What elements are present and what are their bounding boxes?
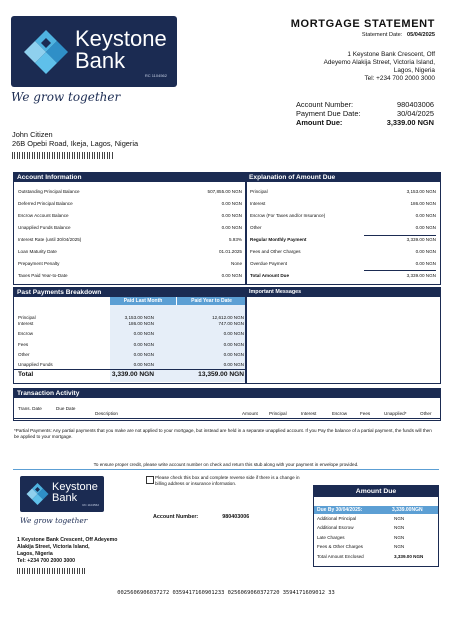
table-row: Outstanding Principal Balance 507,855.00 NGN (18, 189, 242, 194)
late-charges-field[interactable]: NGN (394, 535, 405, 540)
fees-other-field[interactable]: NGN (394, 544, 405, 549)
table-row: Principal 3,153.00 NGN (250, 189, 436, 194)
stub-tagline: We grow together (20, 516, 88, 525)
bank-logo (11, 16, 177, 87)
address-change-checkbox[interactable] (146, 476, 154, 484)
total-rule (14, 369, 246, 370)
stub-return-address: 1 Keystone Bank Crescent, Off Adeyemo Alakija Street, Victoria Island, Lagos, Nigeria Tel: +234 700 2000 3000 (17, 537, 118, 564)
fees-other-label: Fees & Other Charges (317, 544, 363, 549)
tagline: We grow together (11, 90, 121, 104)
rc-number: RC 1104562 (144, 73, 167, 78)
messages-title: Important Messages (246, 288, 440, 297)
address-change-note: Please check this box and complete reverse side if there is a change in billing address or insurance information. (155, 475, 300, 486)
account-summary: Account Number: 980403006 Payment Due Date: 30/04/2025 Amount Due: 3,339.00 NGN (296, 100, 434, 127)
table-row: Other 0.00 NGN 0.00 NGN (18, 352, 244, 357)
partial-payment-note: *Partial Payments: Any partial payments that you make are not applied to your mortgage, but instead are held in a separate unapplied account. If you Pay the balance of a partial payment, the funds will then be applied to your mortgage. (14, 428, 432, 439)
col-unapplied: Unapplied* (384, 411, 407, 416)
additional-principal-label: Additional Principal (317, 516, 357, 521)
col-paid-ytd: Paid Year to Date (177, 297, 246, 305)
col-escrow: Escrow (332, 411, 348, 416)
stub-account-number: Account Number: 980403006 (153, 514, 250, 520)
table-row: Unapplied Funds 0.00 NGN 0.00 NGN (18, 362, 244, 367)
table-row: Fees 0.00 NGN 0.00 NGN (18, 342, 244, 347)
stub-bank-logo (20, 476, 104, 512)
late-charges-label: Late Charges (317, 535, 345, 540)
col-other: Other (420, 411, 432, 416)
col-paid-last-month: Paid Last Month (110, 297, 176, 305)
table-row: Interest Rate (until 30/04/2025) 5.93% (18, 237, 242, 242)
account-info-title: Account Information (14, 173, 246, 182)
total-rule (364, 270, 436, 271)
page-title: MORTGAGE STATEMENT (290, 18, 435, 30)
bank-name: Keystone Bank (75, 26, 167, 73)
col-trans-date: Trans. Date (18, 406, 42, 411)
table-row-total: Total 3,339.00 NGN 13,359.00 NGN (18, 371, 244, 378)
account-info-panel (13, 172, 247, 285)
col-interest: Interest (301, 411, 317, 416)
subtotal-rule (364, 235, 436, 236)
total-enclosed-label: Total Amount Enclosed (317, 554, 364, 559)
stub-instruction: To ensure proper credit, please write account number on check and return this stub along with your payment in envelope provided. (93, 462, 359, 467)
table-row: Interest 186.00 NGN (250, 201, 436, 206)
bank-name: Keystone Bank (52, 481, 98, 504)
keystone-logo-icon (23, 28, 69, 74)
rc-number: RC 1104562 (82, 503, 99, 507)
table-row: Total Amount Due 3,339.00 NGN (250, 273, 436, 278)
amount-due-panel (313, 485, 439, 567)
due-by-row: Due By 30/04/2025: 3,339.00NGN (314, 506, 438, 514)
amount-due-title: Amount Due (314, 486, 438, 497)
total-enclosed-field[interactable]: 3,339.00 NGN (394, 554, 424, 559)
table-row: Deferred Principal Balance 0.00 NGN (18, 201, 242, 206)
table-row: Principal 3,153.00 NGN 12,612.00 NGN (18, 315, 244, 320)
table-row: Escrow 0.00 NGN 0.00 NGN (18, 331, 244, 336)
table-row: Prepayment Penalty None (18, 261, 242, 266)
table-row: Loan Maturity Date 01.01.2025 (18, 249, 242, 254)
col-due-date: Due Date (56, 406, 76, 411)
table-row: Fees and Other Charges 0.00 NGN (250, 249, 436, 254)
explanation-panel (245, 172, 441, 285)
keystone-logo-icon (26, 482, 49, 505)
stub-postal-barcode (17, 568, 87, 574)
statement-date: Statement Date: 05/04/2025 (361, 32, 435, 38)
micr-line: 0025606906037272 0359417160901233 0256069060372720 3594171609012 33 (117, 590, 335, 596)
additional-escrow-field[interactable]: NGN (394, 525, 405, 530)
table-row: Overdue Payment 0.00 NGN (250, 261, 436, 266)
additional-principal-field[interactable]: NGN (394, 516, 405, 521)
customer-block: John Citizen 26B Opebi Road, Ikeja, Lagos, Nigeria (12, 130, 139, 148)
transactions-panel (13, 388, 441, 421)
additional-escrow-label: Additional Escrow (317, 525, 354, 530)
stub-divider (13, 469, 439, 470)
table-row: Taxes Paid Year-to-Date 0.00 NGN (18, 273, 242, 278)
table-row: Escrow (For Taxes and/or Insurance) 0.00 NGN (250, 213, 436, 218)
messages-panel (245, 287, 441, 384)
past-payments-panel (13, 287, 247, 384)
bank-address: 1 Keystone Bank Crescent, Off Adeyemo Alakija Street, Victoria Island, Lagos, Nigeria Tel: +234 700 2000 3000 (323, 51, 435, 82)
table-row: Interest 186.00 NGN 747.00 NGN (18, 321, 244, 326)
past-payments-title: Past Payments Breakdown (14, 288, 246, 297)
col-amount: Amount (242, 411, 258, 416)
transactions-title: Transaction Activity (14, 389, 440, 398)
table-row: Regular Monthly Payment 3,339.00 NGN (250, 237, 436, 242)
table-row: Other 0.00 NGN (250, 225, 436, 230)
col-description: Description (95, 411, 118, 416)
table-row: Escrow Account Balance 0.00 NGN (18, 213, 242, 218)
col-principal: Principal (269, 411, 287, 416)
col-fees: Fees (360, 411, 371, 416)
explanation-title: Explanation of Amount Due (246, 173, 440, 182)
table-row: Unapplied Funds Balance 0.00 NGN (18, 225, 242, 230)
header-rule (14, 418, 440, 419)
postal-barcode (12, 152, 113, 159)
